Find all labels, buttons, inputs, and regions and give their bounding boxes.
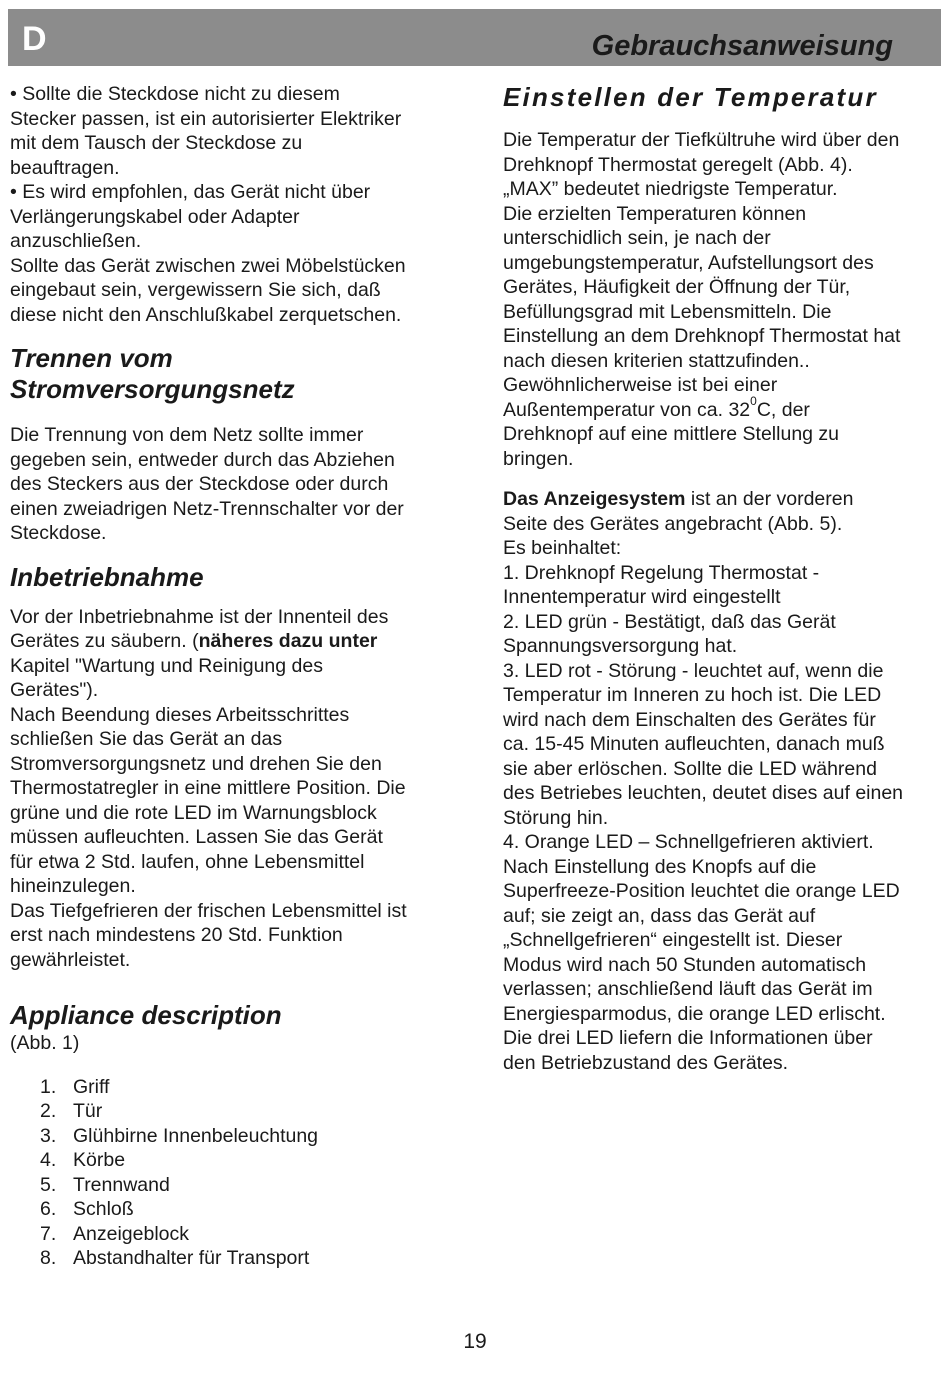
text-line: gewährleistet.: [10, 948, 131, 971]
text-line: Kapitel "Wartung und Reinigung des: [10, 654, 323, 677]
text-line: des Steckers aus der Steckdose oder durch: [10, 473, 389, 495]
text-line: Es beinhaltet:: [503, 537, 622, 559]
list-label: Körbe: [73, 1149, 126, 1171]
text-line: Verlängerungskabel oder Adapter: [10, 205, 300, 228]
list-label: Glühbirne Innenbeleuchtung: [73, 1124, 319, 1147]
list-item: [10, 1246, 470, 1271]
text-line: verlassen; anschließend läuft das Gerät im: [503, 978, 873, 1000]
text-line: Die erzielten Temperaturen können: [503, 202, 807, 225]
text-line: diese nicht den Anschlußkabel zerquetschen.: [10, 303, 402, 326]
list-label: Anzeigeblock: [73, 1222, 189, 1245]
text-line: einen zweiadrigen Netz-Trennschalter vor der: [10, 497, 404, 520]
list-item: [10, 1075, 470, 1100]
text-line: Vor der Inbetriebnahme ist der Innenteil des: [10, 605, 389, 628]
text-line: für etwa 2 Std. laufen, ohne Lebensmittel: [10, 850, 365, 873]
text-line: auf; sie zeigt an, dass das Gerät auf: [503, 904, 816, 927]
text-line: den Betriebzustand des Gerätes.: [503, 1051, 789, 1074]
section-inbetriebnahme: [10, 562, 470, 973]
text-line: Superfreeze-Position leuchtet die orange LED: [503, 880, 900, 902]
text-line: Das Tiefgefrieren der frischen Lebensmittel ist: [10, 899, 407, 922]
section-appliance-description: [10, 1000, 470, 1271]
list-number: 2.: [40, 1100, 57, 1122]
section-heading: Appliance description: [10, 1000, 282, 1030]
section-heading: Einstellen der Temperatur: [503, 82, 878, 112]
list-item: [10, 1124, 470, 1149]
text-line: „MAX” bedeutet niedrigste Temperatur.: [503, 178, 838, 200]
figure-reference: (Abb. 1): [10, 1032, 80, 1054]
text-line: anzuschließen.: [10, 230, 142, 252]
superscript: 0: [750, 394, 757, 408]
text-line: Störung hin.: [503, 806, 609, 829]
text-line: Gerätes, Häufigkeit der Öffnung der Tür,: [503, 276, 851, 298]
text-line: sie aber erlöschen. Sollte die LED während: [503, 757, 877, 780]
text-line: • Es wird empfohlen, das Gerät nicht über: [10, 181, 371, 203]
text-line: Sollte das Gerät zwischen zwei Möbelstücken: [10, 254, 406, 277]
bold-text: Das Anzeigesystem: [503, 488, 686, 510]
list-number: 8.: [40, 1247, 57, 1269]
text-line: Stecker passen, ist ein autorisierter Elektriker: [10, 107, 402, 130]
text-line: [503, 487, 943, 512]
list-number: 3.: [40, 1124, 57, 1147]
text-line: Nach Einstellung des Knopfs auf die: [503, 855, 817, 878]
text-run: Gerätes zu säubern. (: [10, 630, 199, 652]
text-line: „Schnellgefrieren“ eingestellt ist. Dieser: [503, 929, 843, 951]
text-line: unterschidlich sein, je nach der: [503, 227, 771, 249]
text-line: [10, 629, 470, 654]
language-code: D: [22, 20, 47, 58]
text-line: Stromversorgungsnetz und drehen Sie den: [10, 752, 382, 775]
section-heading: Stromversorgungsnetz: [10, 374, 295, 404]
text-line: erst nach mindestens 20 Std. Funktion: [10, 924, 343, 946]
section-display-system: [503, 487, 943, 1075]
text-line: ca. 15-45 Minuten aufleuchten, danach muß: [503, 733, 885, 755]
list-label: Griff: [73, 1075, 110, 1098]
list-item: [10, 1148, 470, 1173]
right-column: [503, 82, 943, 1075]
text-line: 3. LED rot - Störung - leuchtet auf, wenn die: [503, 659, 884, 682]
text-line: Gewöhnlicherweise ist bei einer: [503, 374, 778, 396]
text-line: Temperatur im Inneren zu hoch ist. Die LED: [503, 684, 882, 706]
list-number: 7.: [40, 1222, 57, 1245]
text-line: Die Temperatur der Tiefkültruhe wird über den: [503, 129, 900, 151]
text-line: bringen.: [503, 447, 574, 470]
text-line: Die Trennung von dem Netz sollte immer: [10, 424, 364, 446]
text-line: des Betriebes leuchten, deutet dises auf einen: [503, 782, 904, 804]
text-line: Befüllungsgrad mit Lebensmitteln. Die: [503, 300, 832, 323]
text-line: • Sollte die Steckdose nicht zu diesem: [10, 83, 340, 105]
text-line: umgebungstemperatur, Aufstellungsort des: [503, 251, 874, 274]
text-line: Die drei LED liefern die Informationen über: [503, 1027, 873, 1049]
text-line: Innentemperatur wird eingestellt: [503, 586, 781, 608]
text-line: Einstellung an dem Drehknopf Thermostat hat: [503, 325, 901, 347]
text-line: Gerätes").: [10, 679, 99, 701]
section-temperature: [503, 82, 943, 471]
text-line: mit dem Tausch der Steckdose zu: [10, 132, 303, 154]
list-item: [10, 1099, 470, 1124]
list-label: Schloß: [73, 1198, 134, 1220]
text-run: ist an der vorderen: [685, 488, 854, 510]
section-heading: Inbetriebnahme: [10, 561, 204, 592]
text-line: [503, 394, 943, 423]
list-label: Tür: [73, 1100, 103, 1122]
text-line: Drehknopf auf eine mittlere Stellung zu: [503, 423, 840, 445]
page-header: [8, 9, 941, 66]
text-line: Drehknopf Thermostat geregelt (Abb. 4).: [503, 153, 853, 176]
text-line: beauftragen.: [10, 156, 120, 179]
list-label: Trennwand: [73, 1173, 170, 1196]
text-line: eingebaut sein, vergewissern Sie sich, daß: [10, 279, 381, 301]
text-line: grüne und die rote LED im Warnungsblock: [10, 801, 377, 824]
left-column: [10, 82, 470, 1271]
page-number: 19: [463, 1330, 487, 1353]
section-heading: Trennen vom: [10, 343, 173, 373]
list-number: 4.: [40, 1149, 57, 1171]
text-line: Seite des Gerätes angebracht (Abb. 5).: [503, 512, 843, 535]
document-title: Gebrauchsanweisung: [591, 30, 893, 62]
list-item: [10, 1173, 470, 1198]
text-line: hineinzulegen.: [10, 875, 136, 897]
list-number: 6.: [40, 1198, 57, 1220]
connection-notes: [10, 82, 470, 327]
text-line: wird nach dem Einschalten des Gerätes für: [503, 708, 876, 731]
section-trennen: [10, 343, 470, 546]
text-line: gegeben sein, entweder durch das Abziehen: [10, 448, 395, 471]
list-item: [10, 1222, 470, 1247]
text-line: schließen Sie das Gerät an das: [10, 728, 283, 750]
text-line: 2. LED grün - Bestätigt, daß das Gerät: [503, 610, 836, 633]
text-line: Modus wird nach 50 Stunden automatisch: [503, 953, 867, 976]
text-line: Steckdose.: [10, 522, 107, 544]
text-line: nach diesen kriterien stattzufinden..: [503, 349, 810, 372]
text-line: Energiesparmodus, die orange LED erlischt.: [503, 1002, 886, 1025]
text-run: Außentemperatur von ca. 32: [503, 398, 751, 421]
list-label: Abstandhalter für Transport: [73, 1247, 310, 1269]
list-number: 1.: [40, 1075, 57, 1098]
text-line: müssen aufleuchten. Lassen Sie das Gerät: [10, 826, 383, 848]
bold-text: näheres dazu unter: [198, 630, 378, 652]
list-number: 5.: [40, 1173, 57, 1196]
text-line: Spannungsversorgung hat.: [503, 635, 738, 657]
text-line: Nach Beendung dieses Arbeitsschrittes: [10, 703, 350, 726]
text-line: 4. Orange LED – Schnellgefrieren aktiviert.: [503, 831, 874, 853]
text-line: 1. Drehknopf Regelung Thermostat -: [503, 561, 820, 584]
list-item: [10, 1197, 470, 1222]
text-run: C, der: [756, 398, 810, 421]
text-line: Thermostatregler in eine mittlere Position. Die: [10, 777, 406, 799]
parts-list: [10, 1075, 470, 1271]
